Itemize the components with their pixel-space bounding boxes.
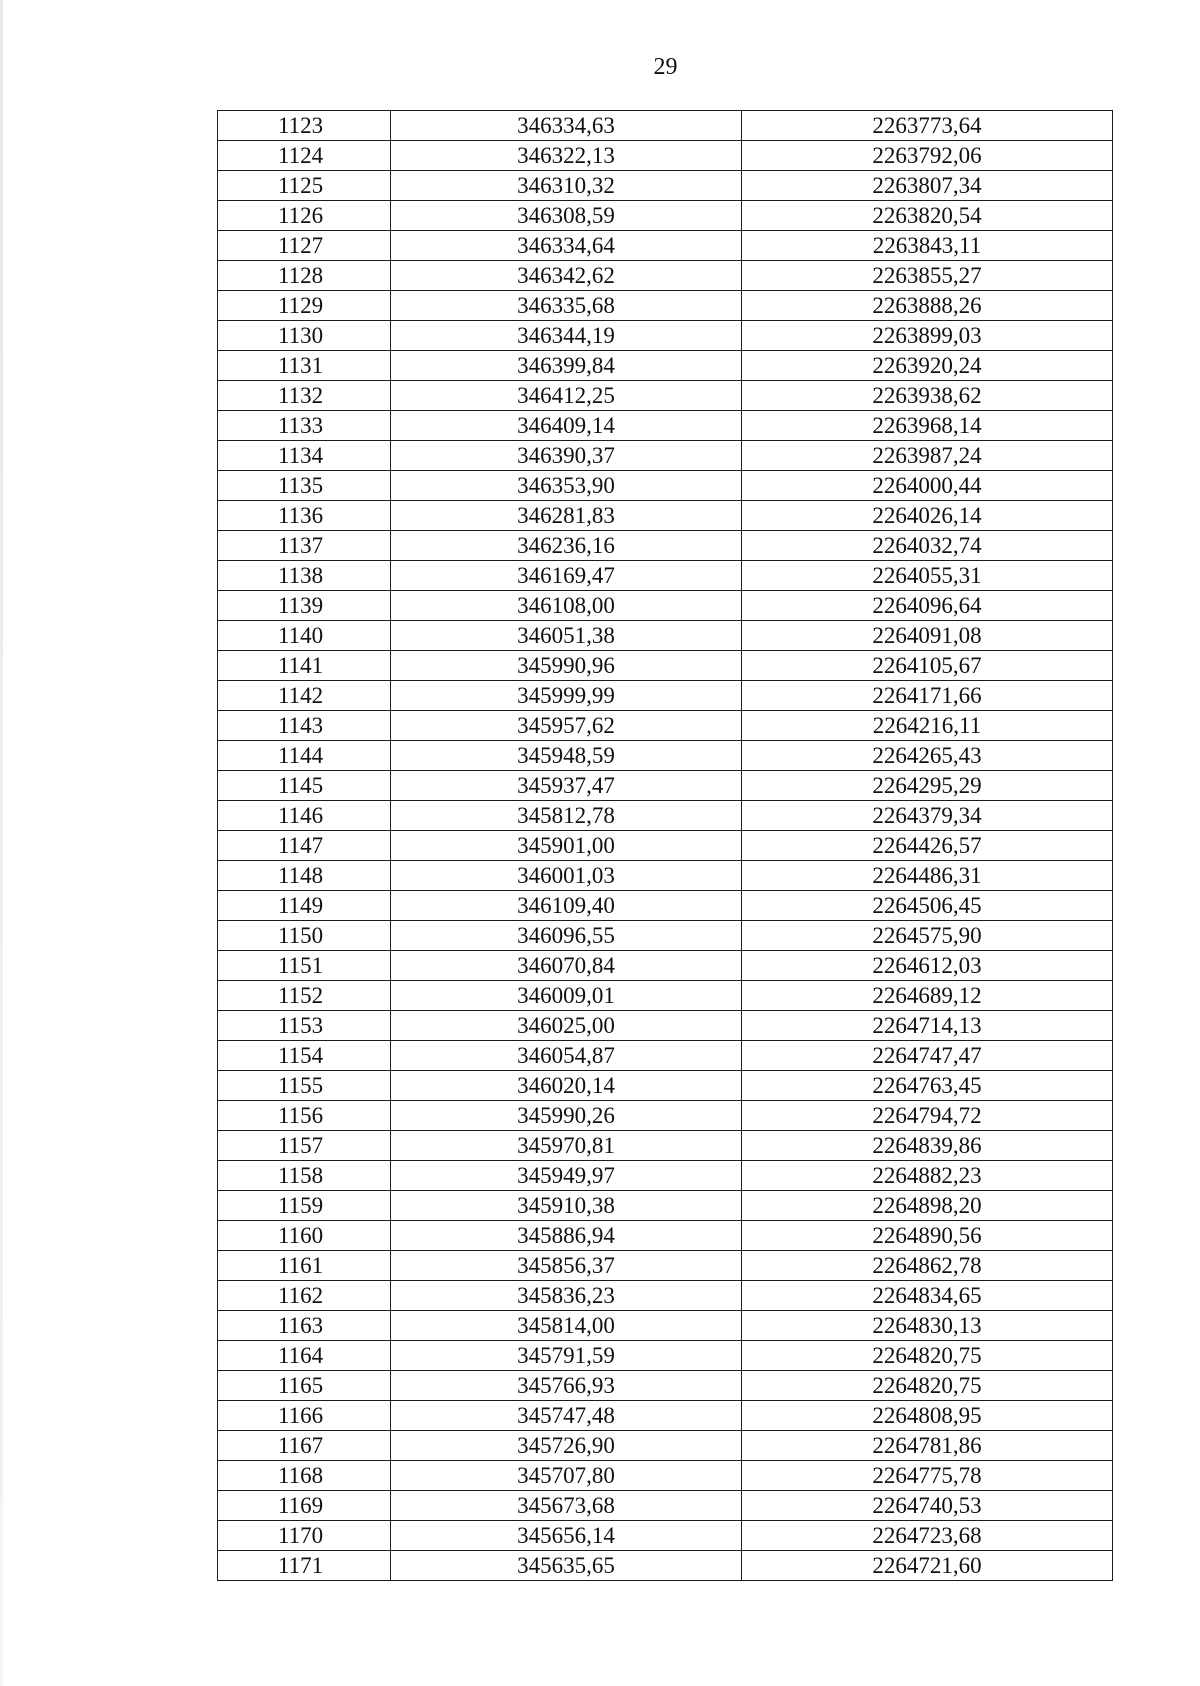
y-coordinate-cell: 2264794,72: [742, 1101, 1113, 1131]
y-coordinate-cell: 2264091,08: [742, 621, 1113, 651]
y-coordinate-cell: 2264721,60: [742, 1551, 1113, 1581]
table-row: [218, 1011, 1113, 1041]
point-number-cell: 1153: [218, 1011, 391, 1041]
point-number-cell: 1135: [218, 471, 391, 501]
x-coordinate-cell: 345937,47: [391, 771, 742, 801]
point-number-cell: 1139: [218, 591, 391, 621]
y-coordinate-cell: 2264486,31: [742, 861, 1113, 891]
point-number-cell: 1154: [218, 1041, 391, 1071]
point-number-cell: 1148: [218, 861, 391, 891]
y-coordinate-cell: 2263855,27: [742, 261, 1113, 291]
x-coordinate-cell: 345949,97: [391, 1161, 742, 1191]
table-row: [218, 1281, 1113, 1311]
x-coordinate-cell: 346322,13: [391, 141, 742, 171]
x-coordinate-cell: 345812,78: [391, 801, 742, 831]
table-row: [218, 861, 1113, 891]
x-coordinate-cell: 345766,93: [391, 1371, 742, 1401]
table-row: [218, 561, 1113, 591]
point-number-cell: 1168: [218, 1461, 391, 1491]
table-row: [218, 891, 1113, 921]
y-coordinate-cell: 2264890,56: [742, 1221, 1113, 1251]
y-coordinate-cell: 2263968,14: [742, 411, 1113, 441]
x-coordinate-cell: 346025,00: [391, 1011, 742, 1041]
point-number-cell: 1162: [218, 1281, 391, 1311]
x-coordinate-cell: 345635,65: [391, 1551, 742, 1581]
y-coordinate-cell: 2264834,65: [742, 1281, 1113, 1311]
table-row: [218, 231, 1113, 261]
point-number-cell: 1156: [218, 1101, 391, 1131]
table-row: [218, 951, 1113, 981]
x-coordinate-cell: 346310,32: [391, 171, 742, 201]
table-row: [218, 831, 1113, 861]
table-row: [218, 1191, 1113, 1221]
point-number-cell: 1169: [218, 1491, 391, 1521]
y-coordinate-cell: 2263938,62: [742, 381, 1113, 411]
x-coordinate-cell: 345673,68: [391, 1491, 742, 1521]
y-coordinate-cell: 2263987,24: [742, 441, 1113, 471]
y-coordinate-cell: 2263807,34: [742, 171, 1113, 201]
table-row: [218, 801, 1113, 831]
point-number-cell: 1163: [218, 1311, 391, 1341]
point-number-cell: 1171: [218, 1551, 391, 1581]
x-coordinate-cell: 346001,03: [391, 861, 742, 891]
x-coordinate-cell: 345886,94: [391, 1221, 742, 1251]
table-row: [218, 1341, 1113, 1371]
x-coordinate-cell: 346236,16: [391, 531, 742, 561]
x-coordinate-cell: 345948,59: [391, 741, 742, 771]
table-row: [218, 1461, 1113, 1491]
y-coordinate-cell: 2264096,64: [742, 591, 1113, 621]
x-coordinate-cell: 346054,87: [391, 1041, 742, 1071]
y-coordinate-cell: 2264898,20: [742, 1191, 1113, 1221]
table-row: [218, 921, 1113, 951]
y-coordinate-cell: 2264105,67: [742, 651, 1113, 681]
y-coordinate-cell: 2264000,44: [742, 471, 1113, 501]
point-number-cell: 1160: [218, 1221, 391, 1251]
x-coordinate-cell: 346412,25: [391, 381, 742, 411]
x-coordinate-cell: 346342,62: [391, 261, 742, 291]
y-coordinate-cell: 2264612,03: [742, 951, 1113, 981]
x-coordinate-cell: 346051,38: [391, 621, 742, 651]
x-coordinate-cell: 346070,84: [391, 951, 742, 981]
table-row: [218, 321, 1113, 351]
x-coordinate-cell: 345707,80: [391, 1461, 742, 1491]
table-row: [218, 981, 1113, 1011]
point-number-cell: 1152: [218, 981, 391, 1011]
table-row: [218, 1041, 1113, 1071]
point-number-cell: 1149: [218, 891, 391, 921]
y-coordinate-cell: 2264689,12: [742, 981, 1113, 1011]
table-row: [218, 771, 1113, 801]
table-row: [218, 111, 1113, 141]
y-coordinate-cell: 2264426,57: [742, 831, 1113, 861]
point-number-cell: 1129: [218, 291, 391, 321]
y-coordinate-cell: 2264830,13: [742, 1311, 1113, 1341]
y-coordinate-cell: 2264781,86: [742, 1431, 1113, 1461]
table-row: [218, 1521, 1113, 1551]
x-coordinate-cell: 345791,59: [391, 1341, 742, 1371]
x-coordinate-cell: 345726,90: [391, 1431, 742, 1461]
table-row: [218, 711, 1113, 741]
y-coordinate-cell: 2264723,68: [742, 1521, 1113, 1551]
y-coordinate-cell: 2264026,14: [742, 501, 1113, 531]
x-coordinate-cell: 346334,64: [391, 231, 742, 261]
table-row: [218, 1491, 1113, 1521]
y-coordinate-cell: 2264032,74: [742, 531, 1113, 561]
point-number-cell: 1145: [218, 771, 391, 801]
table-row: [218, 621, 1113, 651]
x-coordinate-cell: 346096,55: [391, 921, 742, 951]
x-coordinate-cell: 345990,26: [391, 1101, 742, 1131]
table-row: [218, 1551, 1113, 1581]
table-row: [218, 1161, 1113, 1191]
x-coordinate-cell: 345970,81: [391, 1131, 742, 1161]
point-number-cell: 1144: [218, 741, 391, 771]
x-coordinate-cell: 346390,37: [391, 441, 742, 471]
x-coordinate-cell: 345999,99: [391, 681, 742, 711]
x-coordinate-cell: 345910,38: [391, 1191, 742, 1221]
table-row: [218, 1251, 1113, 1281]
table-row: [218, 1431, 1113, 1461]
point-number-cell: 1130: [218, 321, 391, 351]
table-row: [218, 681, 1113, 711]
y-coordinate-cell: 2264839,86: [742, 1131, 1113, 1161]
point-number-cell: 1164: [218, 1341, 391, 1371]
point-number-cell: 1165: [218, 1371, 391, 1401]
x-coordinate-cell: 345814,00: [391, 1311, 742, 1341]
x-coordinate-cell: 346334,63: [391, 111, 742, 141]
table-row: [218, 141, 1113, 171]
point-number-cell: 1170: [218, 1521, 391, 1551]
y-coordinate-cell: 2263792,06: [742, 141, 1113, 171]
point-number-cell: 1151: [218, 951, 391, 981]
y-coordinate-cell: 2264747,47: [742, 1041, 1113, 1071]
page-edge: [0, 0, 3, 1686]
x-coordinate-cell: 346020,14: [391, 1071, 742, 1101]
x-coordinate-cell: 345656,14: [391, 1521, 742, 1551]
point-number-cell: 1158: [218, 1161, 391, 1191]
point-number-cell: 1141: [218, 651, 391, 681]
table-row: [218, 741, 1113, 771]
point-number-cell: 1136: [218, 501, 391, 531]
y-coordinate-cell: 2264862,78: [742, 1251, 1113, 1281]
x-coordinate-cell: 346109,40: [391, 891, 742, 921]
x-coordinate-cell: 345836,23: [391, 1281, 742, 1311]
x-coordinate-cell: 345957,62: [391, 711, 742, 741]
x-coordinate-cell: 345747,48: [391, 1401, 742, 1431]
y-coordinate-cell: 2264714,13: [742, 1011, 1113, 1041]
point-number-cell: 1131: [218, 351, 391, 381]
table-row: [218, 441, 1113, 471]
table-row: [218, 411, 1113, 441]
table-row: [218, 171, 1113, 201]
x-coordinate-cell: 345990,96: [391, 651, 742, 681]
point-number-cell: 1123: [218, 111, 391, 141]
point-number-cell: 1138: [218, 561, 391, 591]
y-coordinate-cell: 2264808,95: [742, 1401, 1113, 1431]
point-number-cell: 1167: [218, 1431, 391, 1461]
table-row: [218, 1371, 1113, 1401]
y-coordinate-cell: 2264295,29: [742, 771, 1113, 801]
table-row: [218, 591, 1113, 621]
x-coordinate-cell: 346409,14: [391, 411, 742, 441]
point-number-cell: 1150: [218, 921, 391, 951]
point-number-cell: 1124: [218, 141, 391, 171]
y-coordinate-cell: 2263843,11: [742, 231, 1113, 261]
point-number-cell: 1140: [218, 621, 391, 651]
x-coordinate-cell: 346009,01: [391, 981, 742, 1011]
point-number-cell: 1133: [218, 411, 391, 441]
x-coordinate-cell: 345856,37: [391, 1251, 742, 1281]
point-number-cell: 1157: [218, 1131, 391, 1161]
table-row: [218, 1131, 1113, 1161]
y-coordinate-cell: 2264506,45: [742, 891, 1113, 921]
y-coordinate-cell: 2264171,66: [742, 681, 1113, 711]
table-row: [218, 501, 1113, 531]
y-coordinate-cell: 2264379,34: [742, 801, 1113, 831]
y-coordinate-cell: 2264775,78: [742, 1461, 1113, 1491]
point-number-cell: 1128: [218, 261, 391, 291]
point-number-cell: 1161: [218, 1251, 391, 1281]
x-coordinate-cell: 346308,59: [391, 201, 742, 231]
y-coordinate-cell: 2263899,03: [742, 321, 1113, 351]
x-coordinate-cell: 345901,00: [391, 831, 742, 861]
table-row: [218, 1071, 1113, 1101]
x-coordinate-cell: 346399,84: [391, 351, 742, 381]
x-coordinate-cell: 346344,19: [391, 321, 742, 351]
point-number-cell: 1134: [218, 441, 391, 471]
coordinates-table-body: [218, 111, 1113, 1581]
table-row: [218, 261, 1113, 291]
y-coordinate-cell: 2264265,43: [742, 741, 1113, 771]
x-coordinate-cell: 346353,90: [391, 471, 742, 501]
point-number-cell: 1166: [218, 1401, 391, 1431]
table-row: [218, 531, 1113, 561]
y-coordinate-cell: 2264882,23: [742, 1161, 1113, 1191]
y-coordinate-cell: 2264216,11: [742, 711, 1113, 741]
point-number-cell: 1143: [218, 711, 391, 741]
y-coordinate-cell: 2263888,26: [742, 291, 1113, 321]
y-coordinate-cell: 2264820,75: [742, 1371, 1113, 1401]
y-coordinate-cell: 2263920,24: [742, 351, 1113, 381]
table-row: [218, 291, 1113, 321]
y-coordinate-cell: 2263773,64: [742, 111, 1113, 141]
coordinates-table: [217, 110, 1113, 1581]
x-coordinate-cell: 346169,47: [391, 561, 742, 591]
page-number: 29: [653, 54, 678, 80]
point-number-cell: 1132: [218, 381, 391, 411]
point-number-cell: 1142: [218, 681, 391, 711]
y-coordinate-cell: 2264820,75: [742, 1341, 1113, 1371]
x-coordinate-cell: 346281,83: [391, 501, 742, 531]
point-number-cell: 1146: [218, 801, 391, 831]
point-number-cell: 1159: [218, 1191, 391, 1221]
table-row: [218, 651, 1113, 681]
x-coordinate-cell: 346108,00: [391, 591, 742, 621]
y-coordinate-cell: 2264055,31: [742, 561, 1113, 591]
table-row: [218, 351, 1113, 381]
y-coordinate-cell: 2263820,54: [742, 201, 1113, 231]
table-row: [218, 1101, 1113, 1131]
table-row: [218, 1221, 1113, 1251]
y-coordinate-cell: 2264763,45: [742, 1071, 1113, 1101]
table-row: [218, 201, 1113, 231]
point-number-cell: 1155: [218, 1071, 391, 1101]
point-number-cell: 1126: [218, 201, 391, 231]
point-number-cell: 1125: [218, 171, 391, 201]
y-coordinate-cell: 2264740,53: [742, 1491, 1113, 1521]
table-row: [218, 471, 1113, 501]
table-row: [218, 381, 1113, 411]
table-row: [218, 1311, 1113, 1341]
point-number-cell: 1147: [218, 831, 391, 861]
y-coordinate-cell: 2264575,90: [742, 921, 1113, 951]
point-number-cell: 1137: [218, 531, 391, 561]
x-coordinate-cell: 346335,68: [391, 291, 742, 321]
point-number-cell: 1127: [218, 231, 391, 261]
table-row: [218, 1401, 1113, 1431]
